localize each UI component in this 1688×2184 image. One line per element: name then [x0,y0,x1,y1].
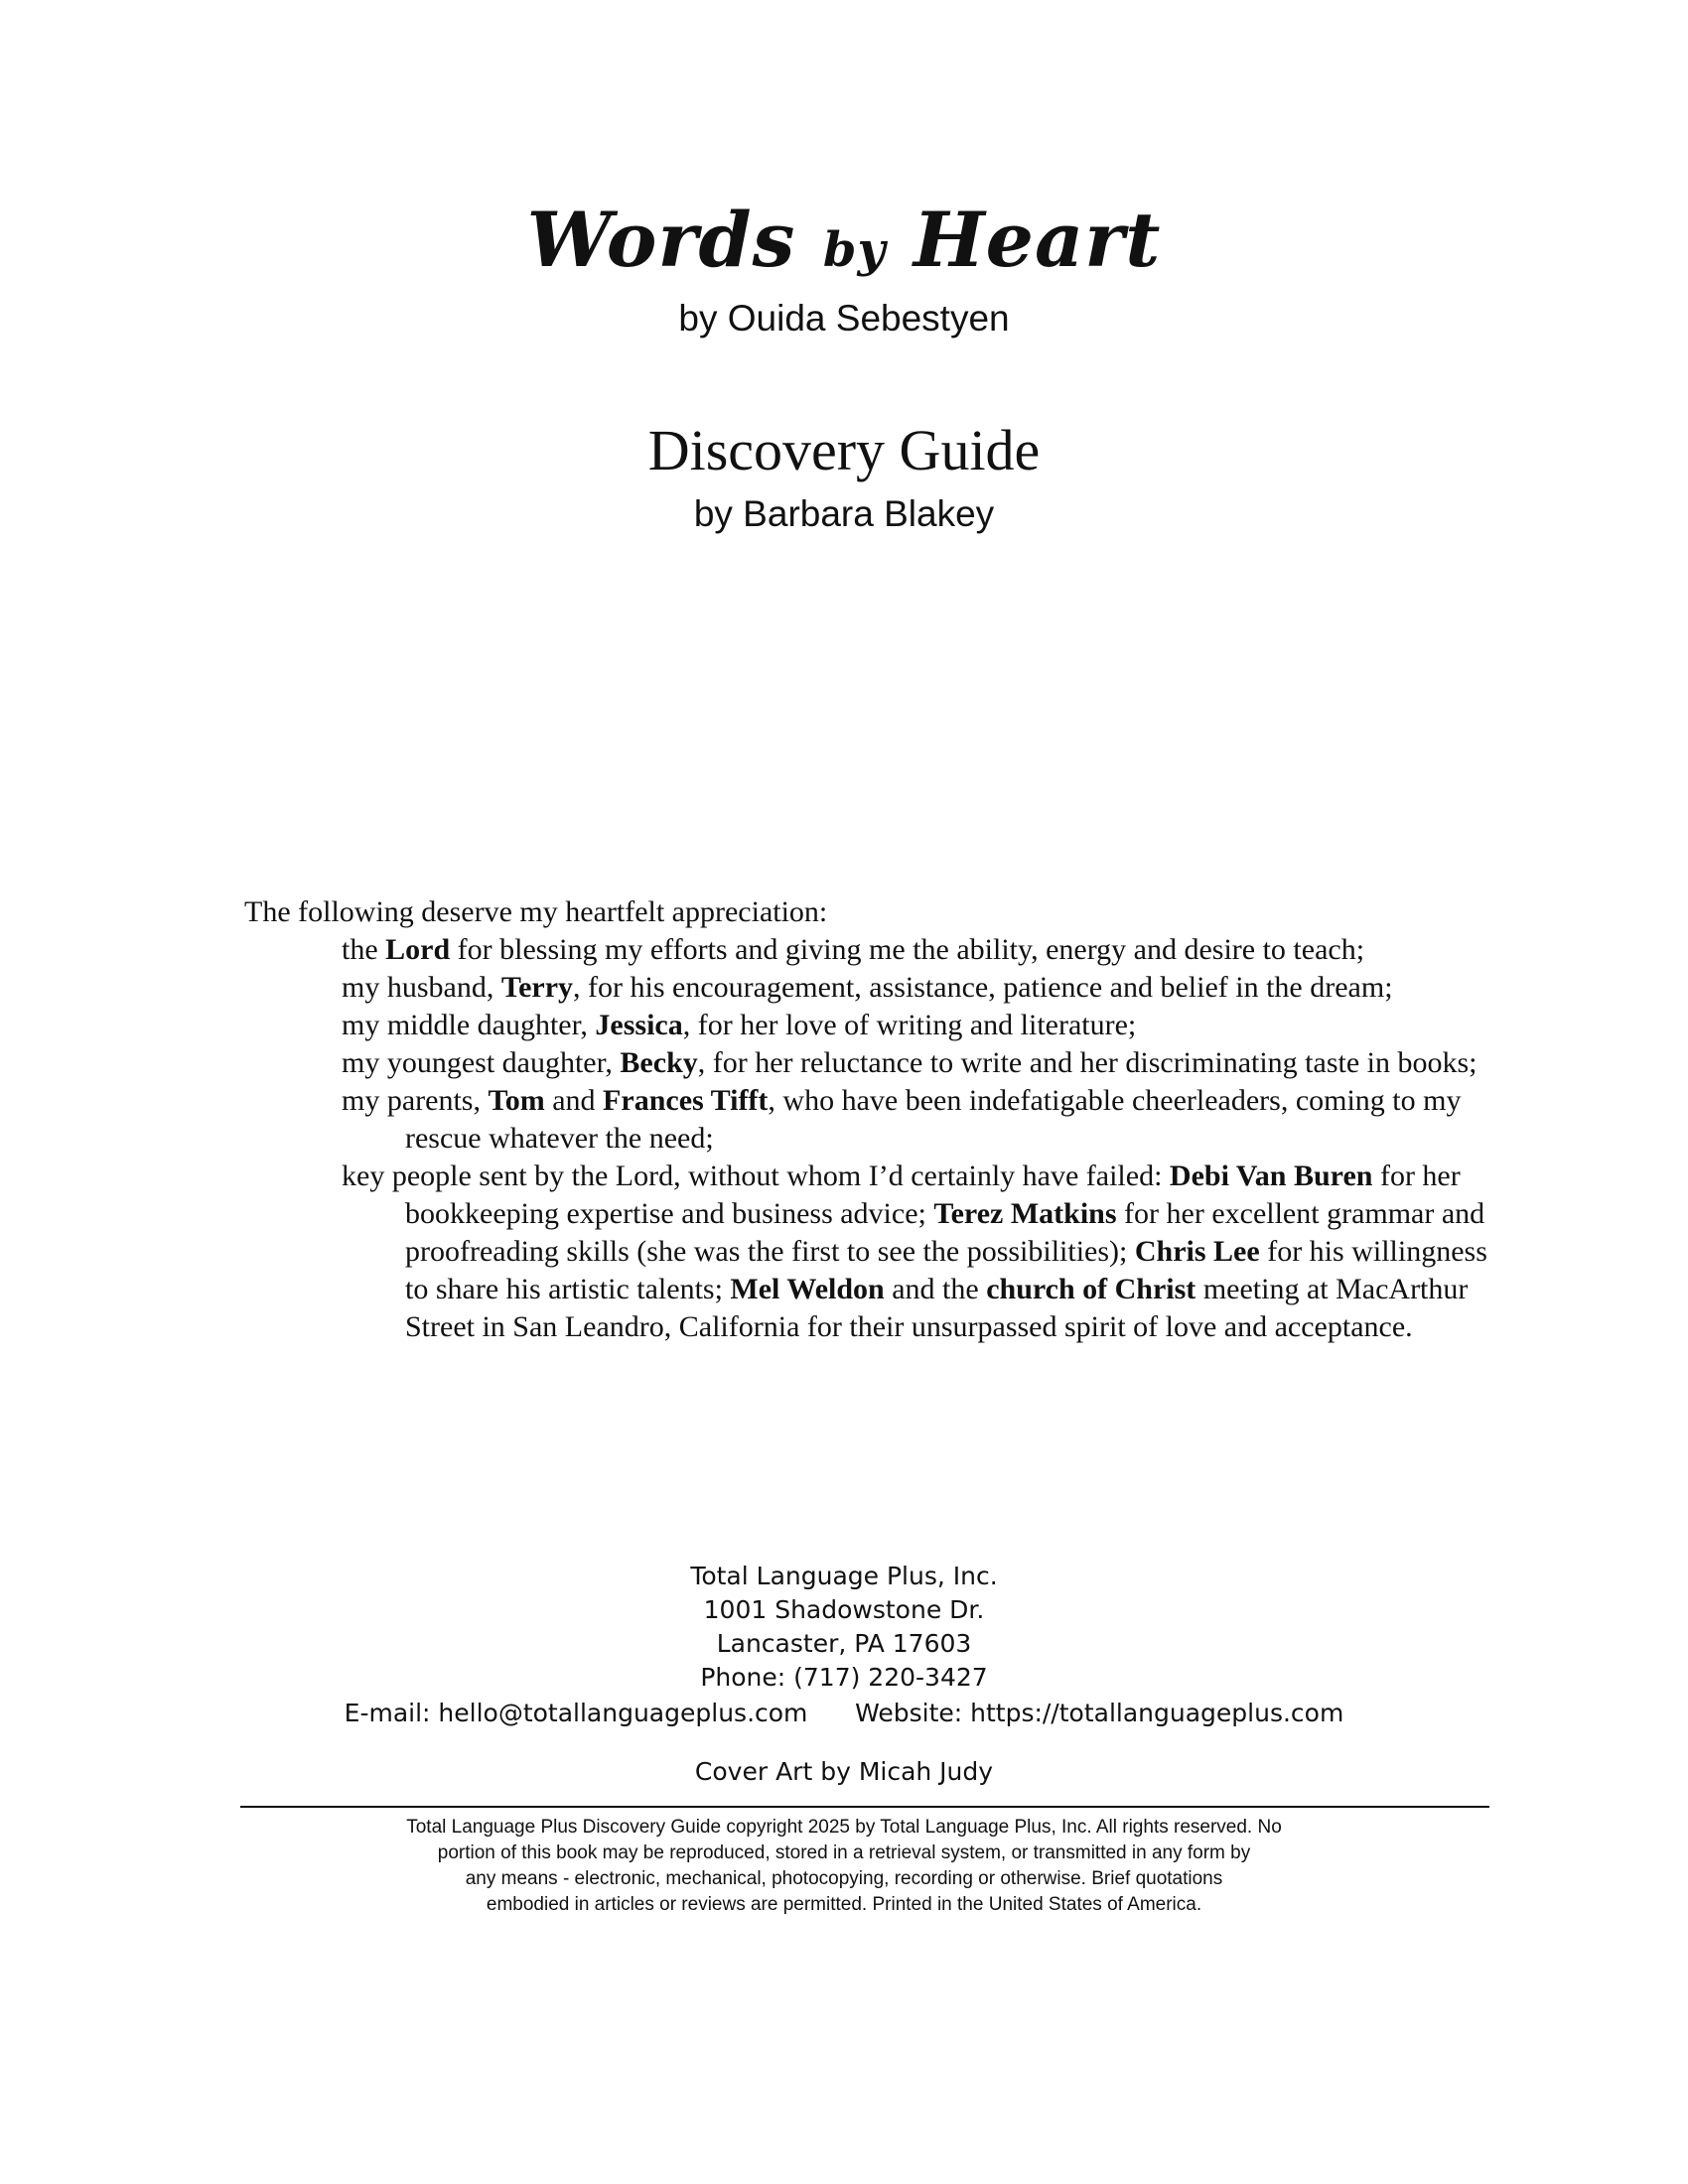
cover-art-credit: Cover Art by Micah Judy [694,1757,994,1786]
guide-author: by Barbara Blakey [693,493,995,534]
book-author: by Ouida Sebestyen [678,298,1010,339]
ack-text: , for his encouragement, assistance, patience and belief in the dream; [573,971,1393,1004]
ack-text: my middle daughter, [342,1009,596,1041]
ack-text: and [544,1084,604,1117]
ack-name: Jessica [595,1009,683,1041]
ack-name: church of Christ [986,1273,1196,1305]
ack-text: for her excellent grammar and proofreading skills (she was the first to see the possibilities); [405,1197,1485,1268]
ack-text: , for her love of writing and literature; [682,1009,1137,1041]
copyright-line: any means - electronic, mechanical, photocopying, recording or otherwise. Brief quotations [465,1868,1223,1889]
copyright-notice [298,1815,1390,1918]
ack-name: Tom [488,1084,545,1117]
ack-item-parents [244,1082,1505,1158]
ack-text: meeting at MacArthur Street in San Leandro, California for their unsurpassed spirit of love and acceptance. [405,1273,1469,1343]
book-title [0,196,1688,284]
ack-text: , for her reluctance to write and her discriminating taste in books; [697,1046,1477,1079]
ack-item-youngest-daughter [244,1044,1505,1082]
copyright-line: portion of this book may be reproduced, stored in a retrieval system, or transmitted in any form by [437,1843,1251,1863]
ack-text: my parents, [342,1084,489,1117]
ack-item-middle-daughter [244,1007,1505,1044]
ack-text: and the [884,1273,987,1305]
website-text[interactable]: Website: https://totallanguageplus.com [855,1699,1344,1727]
ack-name: Chris Lee [1134,1235,1260,1268]
publisher-contact [0,1699,1688,1727]
guide-title: Discovery Guide [647,418,1041,482]
ack-name: Debi Van Buren [1169,1160,1373,1192]
copyright-line: Total Language Plus Discovery Guide copyright 2025 by Total Language Plus, Inc. All rights reserved. No [406,1817,1282,1838]
publisher-name: Total Language Plus, Inc. [690,1562,998,1590]
ack-text: , who have been indefatigable cheerleaders, coming to my rescue whatever the need; [405,1084,1462,1155]
email-text[interactable]: E-mail: hello@totallanguageplus.com [344,1699,808,1727]
acknowledgments [244,893,1505,1346]
ack-text: key people sent by the Lord, without whom I’d certainly have failed: [342,1160,1170,1192]
publisher-street: 1001 Shadowstone Dr. [703,1595,985,1624]
ack-text: my youngest daughter, [342,1046,621,1079]
title-part-2: Heart [886,196,1162,284]
ack-item-husband [244,969,1505,1007]
copyright-line: embodied in articles or reviews are permitted. Printed in the United States of America. [486,1894,1202,1915]
divider-line [240,1806,1489,1808]
publisher-phone: Phone: (717) 220-3427 [700,1663,988,1692]
ack-text: for her bookkeeping expertise and business advice; [405,1160,1461,1230]
ack-text: the [342,933,386,966]
ack-item-lord [244,931,1505,969]
ack-name: Mel Weldon [730,1273,885,1305]
ack-name: Frances Tifft [603,1084,769,1117]
acknowledgments-intro: The following deserve my heartfelt appreciation: [244,895,828,928]
ack-text: for blessing my efforts and giving me the ability, energy and desire to teach; [450,933,1365,966]
publisher-city: Lancaster, PA 17603 [716,1629,972,1658]
ack-name: Lord [385,933,451,966]
ack-name: Terez Matkins [933,1197,1117,1230]
publisher-address [0,1560,1688,1695]
ack-name: Becky [620,1046,698,1079]
ack-name: Terry [500,971,574,1004]
title-by: by [822,222,887,278]
title-part-1: Words [526,196,823,284]
ack-item-key-people [244,1158,1505,1346]
ack-text: my husband, [342,971,501,1004]
ack-text: for his willingness to share his artistic talents; [405,1235,1487,1305]
